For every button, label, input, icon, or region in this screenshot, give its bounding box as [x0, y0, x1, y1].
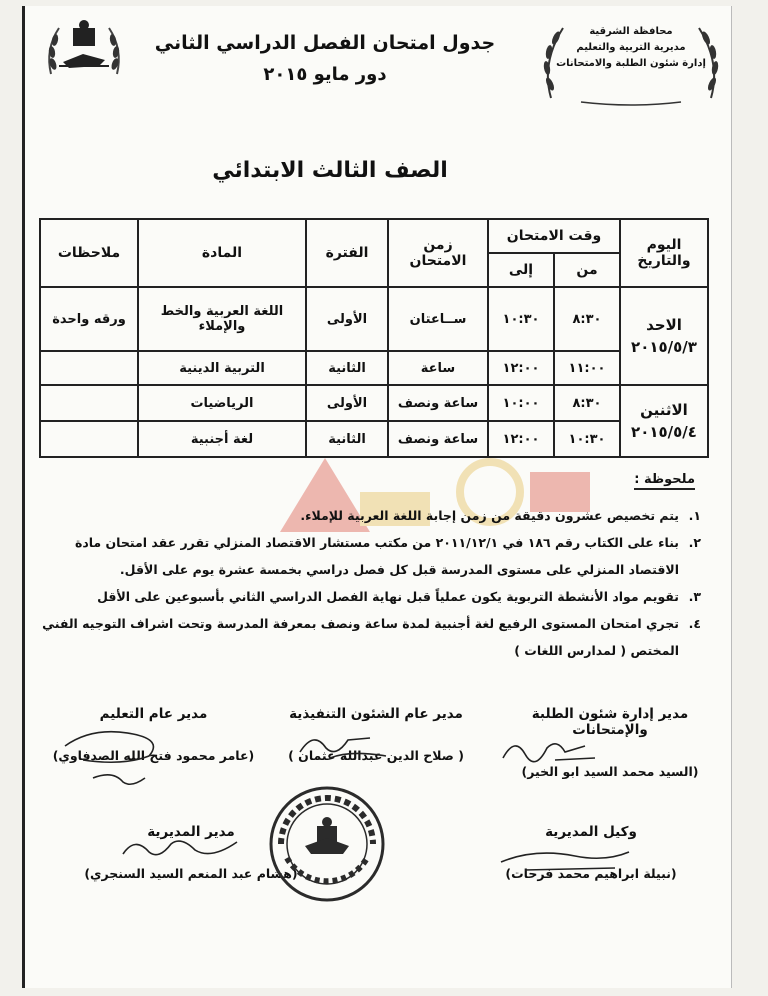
- signature-role: وكيل المديرية: [545, 824, 637, 840]
- list-item: [41, 610, 701, 664]
- note-number: ٣.: [688, 589, 701, 604]
- note-text: تقويم مواد الأنشطة التربوية يكون عملياً قبل نهاية الفصل الدراسي الثاني بأسبوعين على الأقل: [97, 589, 679, 604]
- day-date: ٢٠١٥/٥/٣: [631, 338, 697, 356]
- notes-title: ملحوظة :: [634, 472, 695, 490]
- exam-time-header: وقت الامتحان: [488, 219, 620, 253]
- from-cell: ٨:٣٠: [554, 385, 620, 421]
- signature-name: (عامر محمود فتح الله الصدفاوي): [52, 748, 255, 763]
- signature-role: مدير عام الشئون التنفيذية: [289, 706, 463, 722]
- subject-cell: التربية الدينية: [138, 351, 306, 385]
- to-cell: ١٠:٣٠: [488, 287, 554, 351]
- table-header-row: [40, 219, 708, 253]
- directorate-header: [541, 18, 721, 108]
- note-number: ٤.: [688, 616, 701, 631]
- document-title: جدول امتحان الفصل الدراسي الثاني: [154, 32, 496, 54]
- to-cell: ١٠:٠٠: [488, 385, 554, 421]
- document-title-block: [135, 32, 515, 85]
- signature-name: (نبيلة ابراهيم محمد فرحات): [505, 866, 677, 881]
- exam-session: دور مايو ٢٠١٥: [263, 64, 387, 85]
- subject-header: المادة: [138, 219, 306, 287]
- governorate-label: محافظة الشرقية: [589, 26, 673, 37]
- from-cell: ٨:٣٠: [554, 287, 620, 351]
- period-header: الفترة: [306, 219, 388, 287]
- official-stamp-icon: [267, 784, 387, 904]
- subject-cell: الرياضيات: [138, 385, 306, 421]
- subject-cell: لغة أجنبية: [138, 421, 306, 457]
- list-item: [41, 502, 701, 529]
- note-cell: ورقه واحدة: [40, 287, 138, 351]
- period-cell: الثانية: [306, 351, 388, 385]
- department-label: إدارة شئون الطلبة والامتحانات: [556, 58, 706, 69]
- table-row: [40, 385, 708, 421]
- day-cell: [620, 287, 708, 385]
- notes-header: ملاحظات: [40, 219, 138, 287]
- handwritten-signature-icon: [495, 728, 605, 768]
- note-text: يتم تخصيص عشرون دقيقة من زمن إجابة اللغة العربية للإملاء.: [300, 508, 679, 523]
- day-date: ٢٠١٥/٥/٤: [631, 423, 697, 441]
- handwritten-signature-icon: [290, 724, 400, 764]
- signature-name: (السيد محمد السيد ابو الخير): [521, 764, 699, 779]
- to-header: إلى: [488, 253, 554, 287]
- duration-header: زمن الامتحان: [388, 219, 488, 287]
- from-cell: ١٠:٣٠: [554, 421, 620, 457]
- exam-schedule-table: [39, 218, 709, 458]
- note-cell: [40, 351, 138, 385]
- table-row: [40, 287, 708, 351]
- duration-cell: ساعة ونصف: [388, 385, 488, 421]
- signature-name: ( صلاح الدين عبدالله عثمان ): [288, 748, 464, 763]
- to-cell: ١٢:٠٠: [488, 351, 554, 385]
- day-name: الاحد: [646, 316, 682, 334]
- day-cell: [620, 385, 708, 457]
- signature-role: مدير إدارة شئون الطلبة والإمتحانات: [531, 706, 689, 738]
- grade-title: الصف الثالث الابتدائي: [212, 158, 448, 183]
- signature-name: (هشام عبد المنعم السيد السنجري): [84, 866, 298, 881]
- note-text: تجري امتحان المستوى الرفيع لغة أجنبية لمدة ساعة ونصف بمعرفة المدرسة وتحت اشراف التوجيه الفني المختص ( لمدارس اللغات ): [42, 616, 679, 658]
- to-cell: ١٢:٠٠: [488, 421, 554, 457]
- from-cell: ١١:٠٠: [554, 351, 620, 385]
- period-cell: الأولى: [306, 287, 388, 351]
- document-page: [22, 6, 732, 988]
- signature-role: مدير المديرية: [147, 824, 235, 840]
- handwritten-signature-icon: [53, 716, 173, 796]
- day-name: الاثنين: [640, 401, 688, 419]
- period-cell: الأولى: [306, 385, 388, 421]
- directorate-label: مديرية التربية والتعليم: [576, 42, 686, 53]
- subject-cell: اللغة العربية والخط والإملاء: [138, 287, 306, 351]
- note-cell: [40, 421, 138, 457]
- handwritten-signature-icon: [115, 830, 245, 866]
- note-number: ١.: [688, 508, 701, 523]
- list-item: [41, 529, 701, 583]
- note-number: ٢.: [688, 535, 701, 550]
- day-date-header: اليوم والتاريخ: [620, 219, 708, 287]
- list-item: [41, 583, 701, 610]
- period-cell: الثانية: [306, 421, 388, 457]
- duration-cell: ساعة: [388, 351, 488, 385]
- note-cell: [40, 385, 138, 421]
- handwritten-signature-icon: [495, 842, 635, 876]
- note-text: بناء على الكتاب رقم ١٨٦ في ٢٠١١/١٢/١ من مكتب مستشار الاقتصاد المنزلي تقرر عقد امتحان مادة الاقتصاد المنزلي على مستوى المدرسة قبل كل فصل دراسي بخمسة عشرة يوم على الأقل.: [74, 535, 679, 577]
- eagle-emblem-icon: [39, 14, 129, 94]
- duration-cell: ساعة ونصف: [388, 421, 488, 457]
- signature-role: مدير عام التعليم: [99, 706, 208, 722]
- table-row: [40, 351, 708, 385]
- duration-cell: ســاعتان: [388, 287, 488, 351]
- from-header: من: [554, 253, 620, 287]
- notes-list: [41, 502, 701, 664]
